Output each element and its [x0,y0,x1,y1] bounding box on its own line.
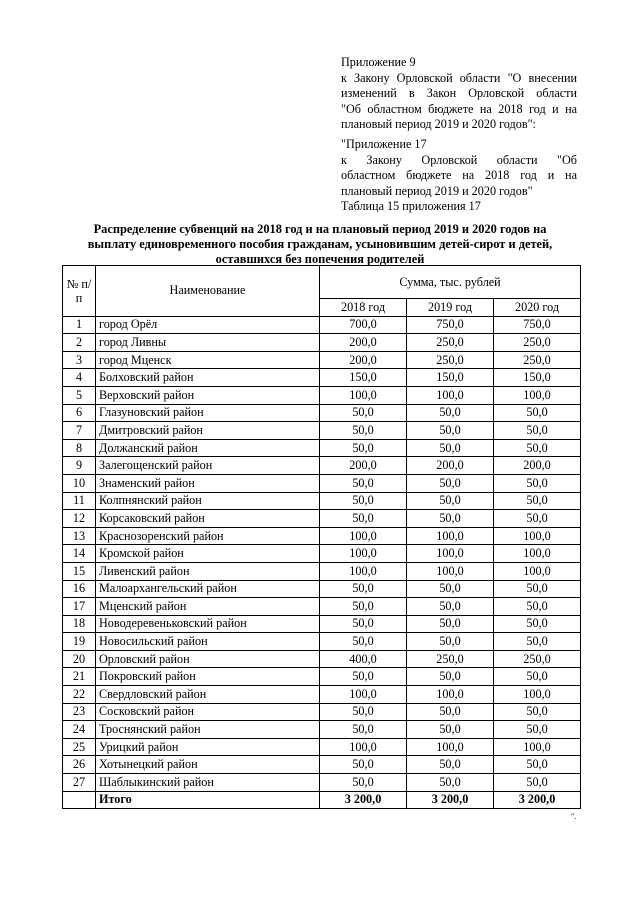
row-number: 5 [63,386,96,404]
value-2019: 100,0 [407,527,494,545]
value-2018: 100,0 [320,545,407,563]
row-name: Залегощенский район [96,457,320,475]
row-number: 3 [63,351,96,369]
row-name: Колпнянский район [96,492,320,510]
table-row [63,703,581,721]
value-2019: 50,0 [407,439,494,457]
row-name: Новодеревеньковский район [96,615,320,633]
table-row [63,439,581,457]
value-2020: 250,0 [494,650,581,668]
row-name: Хотынецкий район [96,756,320,774]
value-2018: 100,0 [320,738,407,756]
value-2020: 50,0 [494,598,581,616]
document-title [60,222,580,267]
value-2019: 50,0 [407,774,494,792]
table-row [63,457,581,475]
table-row [63,369,581,387]
closing-quote-mark: ". [571,812,577,821]
table-row [63,404,581,422]
row-name: Должанский район [96,439,320,457]
row-number: 9 [63,457,96,475]
value-2018: 50,0 [320,422,407,440]
table-body [63,316,581,809]
table-row [63,615,581,633]
appendix-9-line: Приложение 9 [341,55,416,69]
header-num: № п/п [63,266,96,317]
table-row [63,721,581,739]
value-2020: 50,0 [494,404,581,422]
value-2020: 50,0 [494,422,581,440]
value-2019: 100,0 [407,686,494,704]
value-2020: 50,0 [494,615,581,633]
value-2020: 50,0 [494,492,581,510]
table-row [63,738,581,756]
value-2019: 250,0 [407,334,494,352]
value-2020: 100,0 [494,738,581,756]
total-row [63,791,581,809]
table-row [63,510,581,528]
value-2020: 100,0 [494,686,581,704]
table-row [63,633,581,651]
value-2020: 250,0 [494,351,581,369]
value-2019: 50,0 [407,721,494,739]
total-2020: 3 200,0 [494,791,581,809]
value-2018: 50,0 [320,404,407,422]
value-2020: 50,0 [494,439,581,457]
row-number: 12 [63,510,96,528]
value-2019: 50,0 [407,756,494,774]
header-year: 2018 год [320,299,407,317]
row-name: Знаменский район [96,474,320,492]
row-number: 11 [63,492,96,510]
value-2019: 50,0 [407,615,494,633]
value-2020: 150,0 [494,369,581,387]
value-2020: 50,0 [494,756,581,774]
row-name: Шаблыкинский район [96,774,320,792]
value-2020: 250,0 [494,334,581,352]
value-2019: 50,0 [407,404,494,422]
value-2018: 50,0 [320,474,407,492]
value-2018: 50,0 [320,721,407,739]
value-2018: 50,0 [320,439,407,457]
table-row [63,650,581,668]
total-2018: 3 200,0 [320,791,407,809]
value-2019: 50,0 [407,580,494,598]
table-row [63,422,581,440]
value-2018: 700,0 [320,316,407,334]
value-2020: 200,0 [494,457,581,475]
value-2019: 50,0 [407,492,494,510]
value-2018: 100,0 [320,527,407,545]
header-year: 2019 год [407,299,494,317]
value-2018: 50,0 [320,580,407,598]
header-sum: Сумма, тыс. рублей [320,266,581,299]
table-row [63,386,581,404]
appendix-17-line: к Закону Орловской области "Об [341,152,577,167]
value-2020: 50,0 [494,633,581,651]
row-number: 19 [63,633,96,651]
row-name: Ливенский район [96,562,320,580]
value-2018: 200,0 [320,334,407,352]
table-row [63,351,581,369]
value-2020: 100,0 [494,386,581,404]
total-label: Итого [96,791,320,809]
appendix-17-line: областном бюджете на 2018 год и на [341,168,577,182]
appendix-9-line: изменений в Закон Орловской области [341,86,577,100]
value-2019: 50,0 [407,474,494,492]
value-2018: 150,0 [320,369,407,387]
row-name: Урицкий район [96,738,320,756]
value-2018: 50,0 [320,703,407,721]
value-2019: 100,0 [407,738,494,756]
appendix-9-line: плановый период 2019 и 2020 годов": [341,117,536,131]
value-2020: 50,0 [494,580,581,598]
table-row [63,562,581,580]
table-row [63,527,581,545]
value-2019: 50,0 [407,633,494,651]
value-2019: 100,0 [407,545,494,563]
table-row [63,686,581,704]
row-name: город Ливны [96,334,320,352]
value-2018: 50,0 [320,633,407,651]
row-name: Покровский район [96,668,320,686]
value-2020: 50,0 [494,668,581,686]
row-number: 7 [63,422,96,440]
row-number: 23 [63,703,96,721]
row-number: 16 [63,580,96,598]
total-number [63,791,96,809]
table-row [63,668,581,686]
row-number: 10 [63,474,96,492]
value-2018: 50,0 [320,668,407,686]
row-name: Сосковский район [96,703,320,721]
table-row [63,492,581,510]
row-name: Мценский район [96,598,320,616]
value-2018: 50,0 [320,492,407,510]
table-reference: Таблица 15 приложения 17 [341,199,481,213]
table-row [63,580,581,598]
row-number: 27 [63,774,96,792]
value-2019: 50,0 [407,703,494,721]
row-number: 26 [63,756,96,774]
table-row [63,334,581,352]
value-2019: 750,0 [407,316,494,334]
table-row [63,316,581,334]
value-2020: 50,0 [494,703,581,721]
row-number: 20 [63,650,96,668]
value-2019: 50,0 [407,510,494,528]
value-2019: 50,0 [407,668,494,686]
row-name: Троснянский район [96,721,320,739]
row-number: 17 [63,598,96,616]
header-year: 2020 год [494,299,581,317]
row-name: Кромской район [96,545,320,563]
value-2019: 200,0 [407,457,494,475]
value-2018: 50,0 [320,615,407,633]
header-name: Наименование [96,266,320,317]
value-2019: 150,0 [407,369,494,387]
row-number: 21 [63,668,96,686]
row-number: 14 [63,545,96,563]
row-name: город Орёл [96,316,320,334]
row-number: 8 [63,439,96,457]
row-name: город Мценск [96,351,320,369]
title-line: выплату единовременного пособия гражданам, усыновившим детей-сирот и детей, [87,237,553,251]
row-name: Орловский район [96,650,320,668]
value-2018: 50,0 [320,510,407,528]
value-2018: 50,0 [320,774,407,792]
table-row [63,474,581,492]
table-row [63,545,581,563]
value-2020: 100,0 [494,527,581,545]
appendix-9-caption [341,55,577,133]
row-name: Новосильский район [96,633,320,651]
row-number: 22 [63,686,96,704]
subsidy-table [62,265,581,809]
value-2020: 50,0 [494,510,581,528]
value-2019: 100,0 [407,562,494,580]
value-2019: 250,0 [407,351,494,369]
appendix-17-line: плановый период 2019 и 2020 годов" [341,183,533,198]
value-2019: 50,0 [407,422,494,440]
row-name: Краснозоренский район [96,527,320,545]
row-number: 24 [63,721,96,739]
row-name: Болховский район [96,369,320,387]
row-number: 13 [63,527,96,545]
row-number: 18 [63,615,96,633]
row-name: Корсаковский район [96,510,320,528]
table-row [63,774,581,792]
appendix-9-line: "Об областном бюджете на 2018 год и на [341,101,577,116]
appendix-17-line: "Приложение 17 [341,137,427,151]
title-line: Распределение субвенций на 2018 год и на плановый период 2019 и 2020 годов на [93,222,547,236]
row-number: 2 [63,334,96,352]
value-2018: 100,0 [320,562,407,580]
value-2018: 100,0 [320,686,407,704]
value-2018: 200,0 [320,457,407,475]
value-2019: 100,0 [407,386,494,404]
value-2020: 100,0 [494,562,581,580]
row-name: Дмитровский район [96,422,320,440]
value-2018: 200,0 [320,351,407,369]
row-number: 4 [63,369,96,387]
row-name: Глазуновский район [96,404,320,422]
value-2018: 100,0 [320,386,407,404]
row-number: 6 [63,404,96,422]
total-2019: 3 200,0 [407,791,494,809]
appendix-17-caption [341,137,577,199]
value-2020: 50,0 [494,721,581,739]
value-2020: 750,0 [494,316,581,334]
value-2018: 50,0 [320,598,407,616]
row-name: Малоархангельский район [96,580,320,598]
value-2018: 50,0 [320,756,407,774]
row-number: 25 [63,738,96,756]
value-2019: 250,0 [407,650,494,668]
value-2020: 50,0 [494,474,581,492]
table-row [63,756,581,774]
value-2020: 100,0 [494,545,581,563]
row-name: Верховский район [96,386,320,404]
value-2018: 400,0 [320,650,407,668]
appendix-9-line: к Закону Орловской области "О внесении [341,70,577,85]
row-number: 15 [63,562,96,580]
table-row [63,598,581,616]
value-2019: 50,0 [407,598,494,616]
row-number: 1 [63,316,96,334]
title-line: оставшихся без попечения родителей [215,252,425,266]
value-2020: 50,0 [494,774,581,792]
row-name: Свердловский район [96,686,320,704]
